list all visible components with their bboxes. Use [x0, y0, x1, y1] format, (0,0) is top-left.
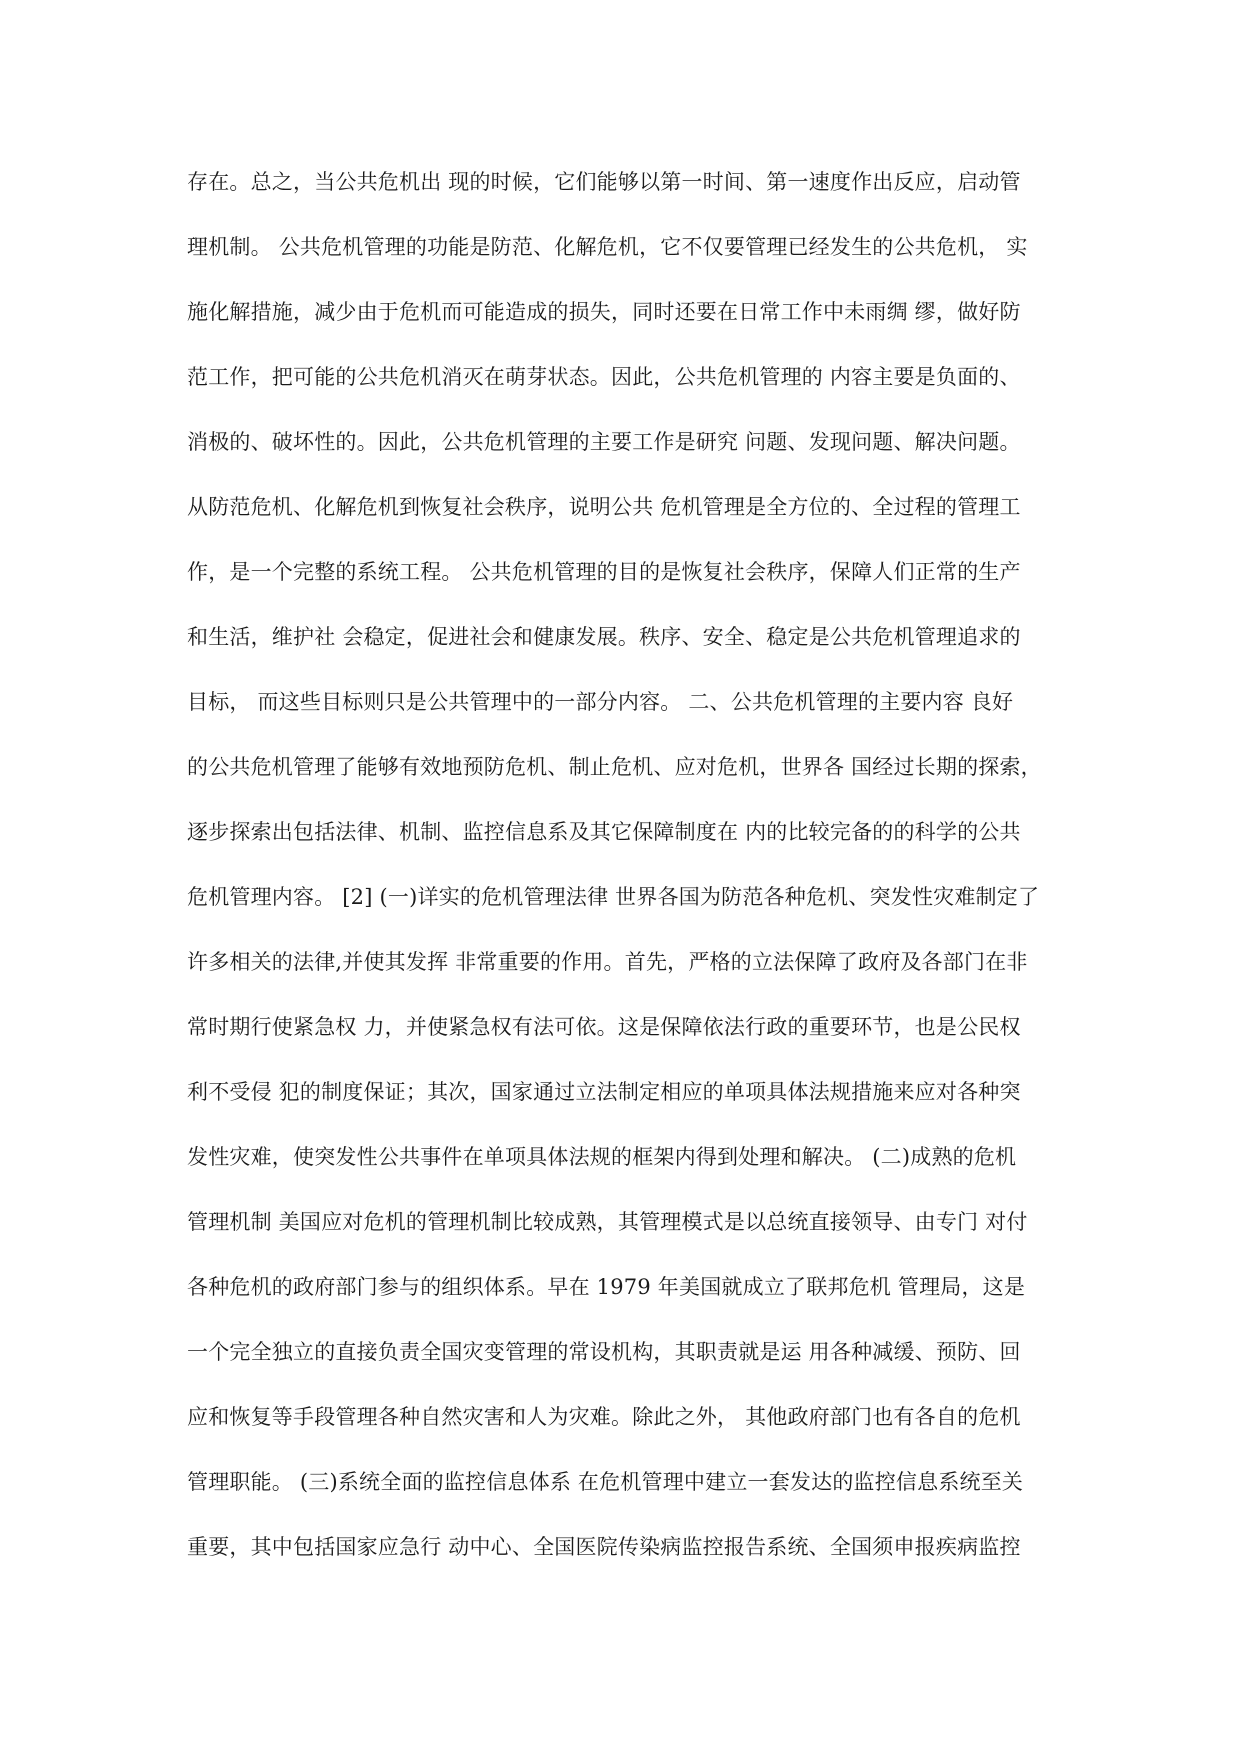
text-line: 作，是一个完整的系统工程。 公共危机管理的目的是恢复社会秩序，保障人们正常的生产 — [187, 560, 1021, 584]
text-line: 发性灾难，使突发性公共事件在单项具体法规的框架内得到处理和解决。 (二)成熟的危机 — [187, 1145, 1017, 1169]
text-line: 利不受侵 犯的制度保证；其次，国家通过立法制定相应的单项具体法规措施来应对各种突 — [187, 1080, 1021, 1104]
text-line: 范工作，把可能的公共危机消灭在萌芽状态。因此，公共危机管理的 内容主要是负面的、 — [187, 365, 1021, 389]
text-line: 一个完全独立的直接负责全国灾变管理的常设机构，其职责就是运 用各种减缓、预防、回 — [187, 1340, 1021, 1364]
text-line: 逐步探索出包括法律、机制、监控信息系及其它保障制度在 内的比较完备的的科学的公共 — [187, 820, 1021, 844]
text-line: 应和恢复等手段管理各种自然灾害和人为灾难。除此之外， 其他政府部门也有各自的危机 — [187, 1405, 1021, 1429]
text-line: 重要，其中包括国家应急行 动中心、全国医院传染病监控报告系统、全国须申报疾病监控 — [187, 1535, 1021, 1559]
text-line: 从防范危机、化解危机到恢复社会秩序，说明公共 危机管理是全方位的、全过程的管理工 — [187, 495, 1021, 519]
text-line: 管理职能。 (三)系统全面的监控信息体系 在危机管理中建立一套发达的监控信息系统至关 — [187, 1470, 1024, 1494]
text-line: 的公共危机管理了能够有效地预防危机、制止危机、应对危机，世界各 国经过长期的探索， — [187, 755, 1042, 779]
text-line: 存在。总之，当公共危机出 现的时候，它们能够以第一时间、第一速度作出反应，启动管 — [187, 170, 1021, 194]
text-line: 危机管理内容。 [2] (一)详实的危机管理法律 世界各国为防范各种危机、突发性灾难制定了 — [187, 885, 1040, 909]
text-line: 和生活，维护社 会稳定，促进社会和健康发展。秩序、安全、稳定是公共危机管理追求的 — [187, 625, 1021, 649]
text-line: 理机制。 公共危机管理的功能是防范、化解危机，它不仅要管理已经发生的公共危机， 实 — [187, 235, 1028, 259]
body-text — [187, 162, 1057, 1592]
text-line: 各种危机的政府部门参与的组织体系。早在 1979 年美国就成立了联邦危机 管理局，这是 — [187, 1275, 1026, 1299]
text-line: 施化解措施，减少由于危机而可能造成的损失，同时还要在日常工作中未雨绸 缪，做好防 — [187, 300, 1021, 324]
text-line: 许多相关的法律,并使其发挥 非常重要的作用。首先，严格的立法保障了政府及各部门在非 — [187, 950, 1028, 974]
text-line: 消极的、破坏性的。因此，公共危机管理的主要工作是研究 问题、发现问题、解决问题。 — [187, 430, 1021, 454]
text-line: 目标， 而这些目标则只是公共管理中的一部分内容。 二、公共危机管理的主要内容 良好 — [187, 690, 1014, 714]
text-line: 常时期行使紧急权 力，并使紧急权有法可依。这是保障依法行政的重要环节，也是公民权 — [187, 1015, 1021, 1039]
text-line: 管理机制 美国应对危机的管理机制比较成熟，其管理模式是以总统直接领导、由专门 对付 — [187, 1210, 1028, 1234]
